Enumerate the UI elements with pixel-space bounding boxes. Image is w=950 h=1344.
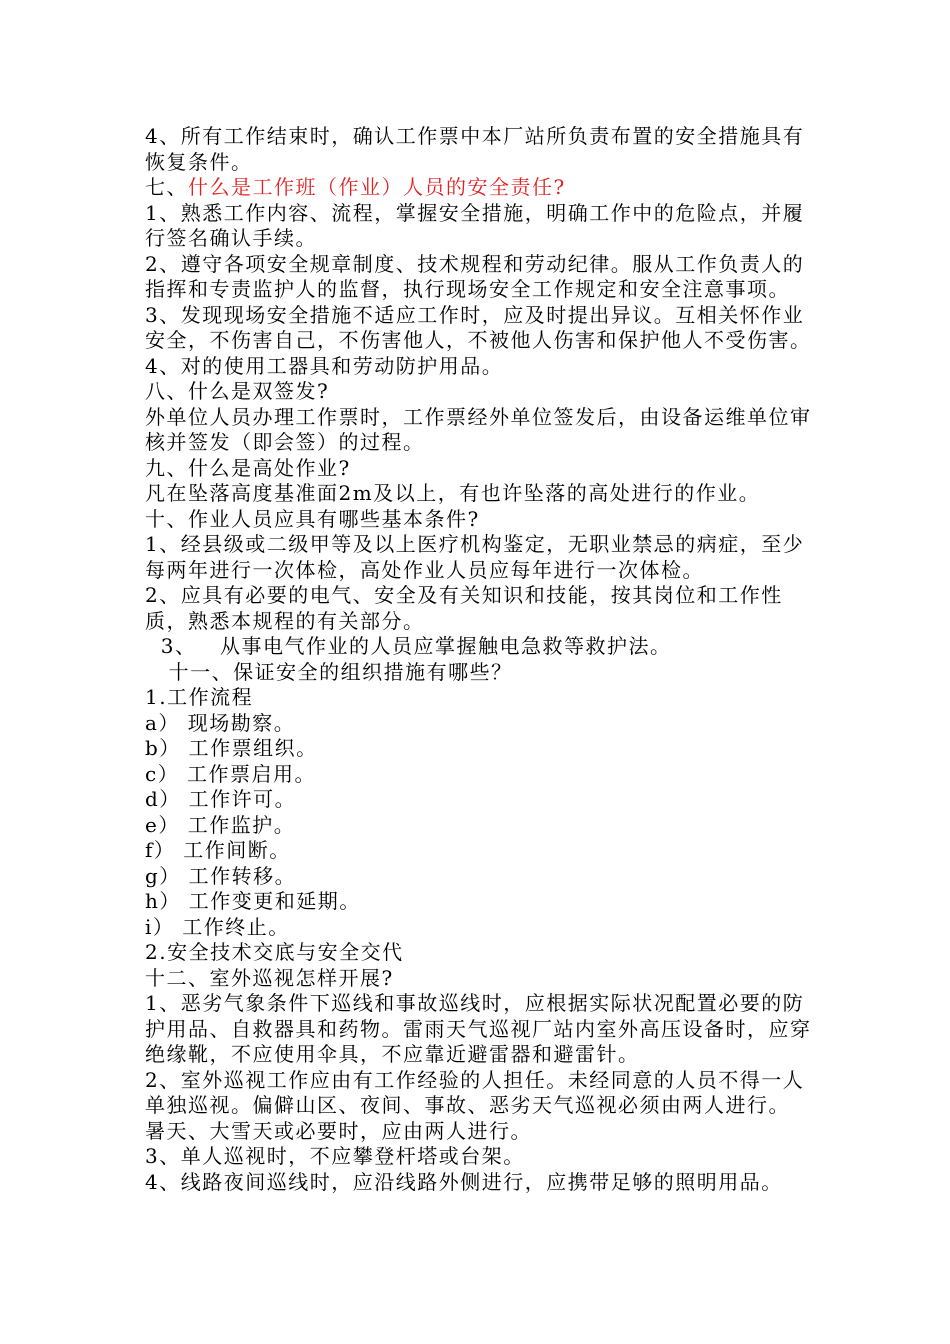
heading-7-number: 七、 xyxy=(145,175,188,199)
list-item-h: h） 工作变更和延期。 xyxy=(145,889,361,913)
list-item-f: f） 工作间断。 xyxy=(145,838,291,862)
list-item-g: g） 工作转移。 xyxy=(145,863,297,888)
list-item-c: c） 工作票启用。 xyxy=(145,761,317,786)
list-item-d: d） 工作许可。 xyxy=(145,787,297,811)
list-item-a: a） 现场勘察。 xyxy=(145,710,296,735)
paragraph-7: 凡在坠落高度基准面2m及以上，有也许坠落的高处进行的作业。 xyxy=(145,481,761,505)
paragraph-5: 4、对的使用工器具和劳动防护用品。 xyxy=(145,353,504,378)
heading-7-title: 什么是工作班（作业）人员的安全责任? xyxy=(188,175,566,199)
list-heading-2: 2.安全技术交底与安全交代 xyxy=(145,940,404,964)
paragraph-9: 2、应具有必要的电气、安全及有关知识和技能，按其岗位和工作性质，熟悉本规程的有关部分。 xyxy=(145,583,783,633)
paragraph-8: 1、经县级或二级甲等及以上医疗机构鉴定，无职业禁忌的病症，至少每两年进行一次体检，高处作业人员应每年进行一次体检。 xyxy=(145,532,805,582)
paragraph-14: 4、线路夜间巡线时，应沿线路外侧进行，应携带足够的照明用品。 xyxy=(145,1169,783,1194)
heading-7 xyxy=(145,175,817,201)
document-body xyxy=(145,124,817,1195)
list-item-e: e） 工作监护。 xyxy=(145,812,296,837)
paragraph-12: 2、室外巡视工作应由有工作经验的人担任。未经同意的人员不得一人单独巡视。偏僻山区、夜间、事故、恶劣天气巡视必须由两人进行。 暑天、大雪天或必要时，应由两人进行。 xyxy=(145,1067,805,1143)
heading-9: 九、什么是高处作业? xyxy=(145,455,351,480)
paragraph-3: 2、遵守各项安全规章制度、技术规程和劳动纪律。服从工作负责人的指挥和专责监护人的监督，执行现场安全工作规定和安全注意事项。 xyxy=(145,251,805,301)
paragraph-1: 4、所有工作结束时，确认工作票中本厂站所负责布置的安全措施具有恢复条件。 xyxy=(145,124,805,174)
paragraph-10: 3、 从事电气作业的人员应掌握触电急救等救护法。 xyxy=(145,634,672,658)
list-item-i: i） 工作终止。 xyxy=(145,914,290,939)
list-heading-1: 1.工作流程 xyxy=(145,685,254,709)
list-item-b: b） 工作票组织。 xyxy=(145,736,318,760)
paragraph-13: 3、单人巡视时，不应攀登杆塔或台架。 xyxy=(145,1144,525,1168)
heading-12: 十二、室外巡视怎样开展? xyxy=(145,965,394,990)
heading-8: 八、什么是双签发? xyxy=(145,379,330,403)
paragraph-6: 外单位人员办理工作票时，工作票经外单位签发后，由设备运维单位审核并签发（即会签）的过程。 xyxy=(145,404,812,454)
paragraph-4: 3、发现现场安全措施不适应工作时，应及时提出异议。互相关怀作业安全，不伤害自己，不伤害他人，不被他人伤害和保护他人不受伤害。 xyxy=(145,302,812,352)
heading-11: 十一、保证安全的组织措施有哪些？ xyxy=(145,659,513,684)
heading-10: 十、作业人员应具有哪些基本条件? xyxy=(145,506,480,531)
paragraph-2: 1、熟悉工作内容、流程，掌握安全措施，明确工作中的危险点，并履行签名确认手续。 xyxy=(145,200,805,250)
paragraph-11: 1、恶劣气象条件下巡线和事故巡线时，应根据实际状况配置必要的防护用品、自救器具和药物。雷雨天气巡视厂站内室外高压设备时，应穿绝缘靴，不应使用伞具，不应靠近避雷器和避雷针。 xyxy=(145,991,812,1066)
